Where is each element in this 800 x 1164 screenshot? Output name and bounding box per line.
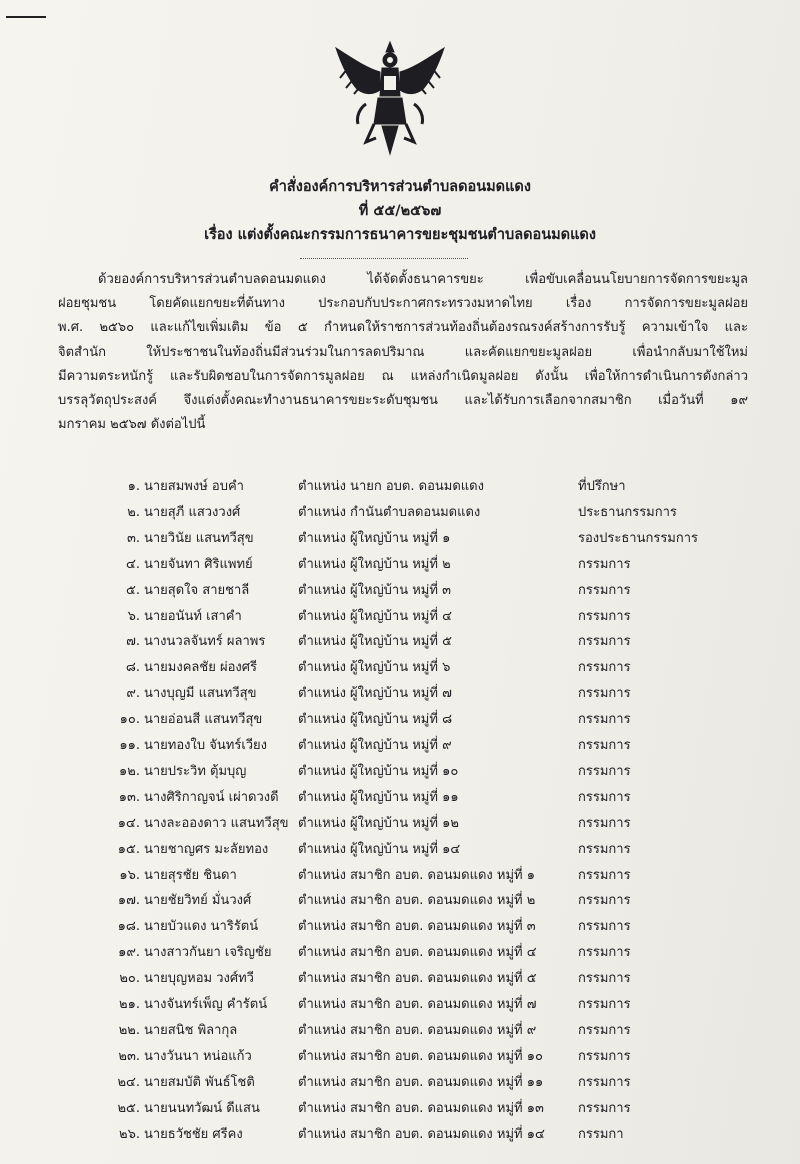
member-number: ๒๔.	[117, 1074, 140, 1090]
body-line: ฝอยชุมชน โดยคัดแยกขยะที่ต้นทาง ประกอบกับประกาศกระทรวงมหาดไทย เรื่อง การจัดการขยะมูลฝอย	[58, 296, 748, 312]
member-name: นายวินัย แสนทวีสุข	[144, 530, 254, 546]
member-role: กรรมการ	[578, 815, 631, 831]
body-line: มีความตระหนักรู้ และรับผิดชอบในการจัดการมูลฝอย ณ แหล่งกำเนิดมูลฝอย ดังนั้น เพื่อให้การดำเนินการดังกล่าว	[58, 368, 748, 384]
member-position: ตำแหน่ง กำนันตำบลดอนมดแดง	[298, 504, 481, 520]
member-row	[0, 734, 800, 758]
member-position: ตำแหน่ง สมาชิก อบต. ดอนมดแดง หมู่ที่ ๑๓	[298, 1100, 544, 1116]
member-role: กรรมการ	[578, 867, 631, 883]
member-name: นายนนทวัฒน์ ดีแสน	[144, 1100, 260, 1116]
member-role: กรรมการ	[578, 660, 631, 676]
member-number: ๒๒.	[118, 1022, 140, 1038]
member-name: นายบุญหอม วงศ์ทวี	[144, 971, 254, 987]
member-position: ตำแหน่ง ผู้ใหญ่บ้าน หมู่ที่ ๑๐	[298, 763, 459, 779]
body-line: จิตสำนัก ให้ประชาชนในท้องถิ่นมีส่วนร่วมในการลดปริมาณ และคัดแยกขยะมูลฝอย เพื่อนำกลับมาใช้ใหม่	[58, 344, 748, 360]
member-position: ตำแหน่ง ผู้ใหญ่บ้าน หมู่ที่ ๑๑	[298, 789, 459, 805]
member-row	[0, 812, 800, 836]
member-position: ตำแหน่ง สมาชิก อบต. ดอนมดแดง หมู่ที่ ๗	[298, 997, 537, 1012]
member-row	[0, 915, 800, 939]
member-number: ๒๑.	[119, 997, 140, 1012]
member-name: นางสาวกันยา เจริญชัย	[144, 945, 272, 961]
member-role: กรรมการ	[578, 608, 631, 624]
member-number: ๑๓.	[118, 789, 140, 805]
member-name: นางนวลจันทร์ ผลาพร	[144, 634, 266, 650]
member-name: นายอ่อนสี แสนทวีสุข	[144, 712, 263, 728]
member-role: กรรมการ	[578, 997, 631, 1012]
member-number: ๖.	[127, 608, 140, 624]
member-number: ๑๘.	[117, 919, 140, 935]
member-number: ๔.	[126, 556, 140, 572]
member-name: นายจันทา ศิริแพทย์	[144, 556, 253, 572]
member-name: นายชัยวิทย์ มั่นวงศ์	[144, 893, 252, 909]
member-position: ตำแหน่ง ผู้ใหญ่บ้าน หมู่ที่ ๑๒	[298, 815, 459, 831]
member-number: ๒๖.	[119, 1126, 140, 1142]
member-name: นายทองใบ จันทร์เวียง	[144, 738, 268, 753]
member-name: นางบุญมี แสนทวีสุข	[144, 686, 257, 702]
member-row	[0, 1071, 800, 1095]
member-role: กรรมการ	[578, 738, 631, 753]
member-number: ๗.	[126, 634, 140, 650]
member-name: นายสุภี แสวงวงศ์	[144, 504, 241, 520]
member-position: ตำแหน่ง นายก อบต. ดอนมดแดง	[298, 479, 484, 494]
member-role: กรรมการ	[578, 841, 631, 857]
member-position: ตำแหน่ง ผู้ใหญ่บ้าน หมู่ที่ ๕	[298, 634, 452, 650]
member-role: กรรมกา	[578, 1126, 624, 1142]
member-number: ๑๕.	[117, 841, 140, 857]
member-role: กรรมการ	[578, 789, 631, 805]
member-role: กรรมการ	[578, 556, 631, 572]
member-row	[0, 475, 800, 499]
member-row	[0, 838, 800, 862]
member-row	[0, 864, 800, 888]
member-role: กรรมการ	[578, 634, 631, 650]
member-row	[0, 553, 800, 577]
member-row	[0, 605, 800, 629]
member-number: ๒.	[127, 504, 140, 520]
member-position: ตำแหน่ง สมาชิก อบต. ดอนมดแดง หมู่ที่ ๓	[298, 919, 536, 935]
member-number: ๑๔.	[117, 815, 140, 831]
body-line: มกราคม ๒๕๖๗ ดังต่อไปนี้	[58, 417, 206, 433]
member-name: นายสนิช พิลากุล	[144, 1022, 238, 1038]
member-position: ตำแหน่ง สมาชิก อบต. ดอนมดแดง หมู่ที่ ๙	[298, 1022, 537, 1038]
member-role: กรรมการ	[578, 582, 631, 598]
member-name: นายบัวแดง นาริรัตน์	[144, 919, 259, 935]
member-name: นางวันนา หน่อแก้ว	[144, 1048, 252, 1064]
member-row	[0, 889, 800, 913]
member-number: ๑๖.	[119, 867, 140, 883]
member-position: ตำแหน่ง สมาชิก อบต. ดอนมดแดง หมู่ที่ ๑๔	[298, 1126, 545, 1142]
member-position: ตำแหน่ง ผู้ใหญ่บ้าน หมู่ที่ ๑	[298, 530, 451, 546]
member-row	[0, 630, 800, 654]
member-row	[0, 579, 800, 603]
body-line: พ.ศ. ๒๕๖๐ และแก้ไขเพิ่มเติม ข้อ ๕ กำหนดให้ราชการส่วนท้องถิ่นต้องรณรงค์สร้างการรับรู้ ความเข้าใจ และ	[58, 320, 748, 336]
member-row	[0, 1045, 800, 1069]
body-line: ด้วยองค์การบริหารส่วนตำบลดอนมดแดง ได้จัดตั้งธนาคารขยะ เพื่อขับเคลื่อนนโยบายการจัดการขยะมูล	[98, 272, 748, 287]
member-name: นางศิริกาญจน์ เผ่าดวงดี	[144, 789, 279, 805]
order-title: คำสั่งองค์การบริหารส่วนตำบลดอนมดแดง	[269, 179, 531, 195]
member-number: ๒๓.	[118, 1048, 140, 1064]
member-role: กรรมการ	[578, 712, 631, 728]
member-name: นายสุดใจ สายชาลี	[144, 582, 250, 598]
member-position: ตำแหน่ง สมาชิก อบต. ดอนมดแดง หมู่ที่ ๔	[298, 945, 537, 961]
corner-pen-mark	[6, 16, 46, 18]
member-number: ๑๑.	[119, 738, 140, 753]
member-name: นายสมพงษ์ อบคำ	[144, 479, 244, 494]
garuda-emblem-icon	[326, 38, 454, 158]
member-number: ๒๕.	[117, 1100, 140, 1116]
member-role: กรรมการ	[578, 1100, 631, 1116]
member-number: ๑.	[127, 479, 140, 494]
member-number: ๙.	[126, 686, 140, 702]
member-name: นายชาญศร มะลัยทอง	[144, 841, 269, 857]
member-position: ตำแหน่ง ผู้ใหญ่บ้าน หมู่ที่ ๙	[298, 738, 452, 753]
member-number: ๓.	[126, 530, 140, 546]
member-position: ตำแหน่ง ผู้ใหญ่บ้าน หมู่ที่ ๗	[298, 686, 452, 702]
member-name: นายสุรชัย ชินดา	[144, 867, 237, 883]
member-name: นางละอองดาว แสนทวีสุข	[144, 815, 289, 831]
member-role: กรรมการ	[578, 686, 631, 702]
member-name: นางจันทร์เพ็ญ คำรัตน์	[144, 997, 268, 1012]
member-position: ตำแหน่ง สมาชิก อบต. ดอนมดแดง หมู่ที่ ๑	[298, 867, 535, 883]
member-row	[0, 708, 800, 732]
body-line: บรรลุวัตถุประสงค์ จึงแต่งตั้งคณะทำงานธนาคารขยะระดับชุมชน และได้รับการเลือกจากสมาชิก เมื่อวันที่ ๑๙	[58, 393, 748, 409]
member-role: รองประธานกรรมการ	[578, 530, 699, 546]
member-row	[0, 786, 800, 810]
member-number: ๘.	[125, 660, 140, 676]
member-position: ตำแหน่ง สมาชิก อบต. ดอนมดแดง หมู่ที่ ๕	[298, 971, 537, 987]
member-name: นายสมบัติ พันธ์โชติ	[144, 1074, 255, 1090]
order-number: ที่ ๕๕/๒๕๖๗	[358, 203, 442, 219]
member-position: ตำแหน่ง ผู้ใหญ่บ้าน หมู่ที่ ๖	[298, 660, 451, 676]
member-name: นายธวัชชัย ศรีคง	[144, 1126, 243, 1142]
member-role: กรรมการ	[578, 919, 631, 935]
body-paragraph	[58, 268, 748, 437]
member-position: ตำแหน่ง ผู้ใหญ่บ้าน หมู่ที่ ๑๔	[298, 841, 461, 857]
member-position: ตำแหน่ง ผู้ใหญ่บ้าน หมู่ที่ ๓	[298, 582, 451, 598]
member-role: กรรมการ	[578, 893, 631, 909]
member-row	[0, 501, 800, 525]
member-role: กรรมการ	[578, 1074, 631, 1090]
member-role: ประธานกรรมการ	[578, 504, 677, 520]
member-name: นายมงคลชัย ผ่องศรี	[144, 660, 257, 676]
member-row	[0, 682, 800, 706]
dotted-separator	[300, 258, 468, 259]
member-position: ตำแหน่ง ผู้ใหญ่บ้าน หมู่ที่ ๔	[298, 608, 452, 624]
member-role: ที่ปรึกษา	[578, 479, 626, 494]
member-role: กรรมการ	[578, 945, 631, 961]
member-name: นายประวิท ตุ้มบุญ	[144, 763, 247, 779]
member-row	[0, 1097, 800, 1121]
member-number: ๑๗.	[117, 893, 140, 909]
member-row	[0, 656, 800, 680]
member-row	[0, 993, 800, 1017]
member-number: ๒๐.	[119, 971, 140, 987]
member-position: ตำแหน่ง ผู้ใหญ่บ้าน หมู่ที่ ๘	[298, 712, 453, 728]
member-number: ๑๙.	[118, 945, 140, 961]
member-row	[0, 967, 800, 991]
member-role: กรรมการ	[578, 1022, 631, 1038]
member-row	[0, 941, 800, 965]
member-row	[0, 760, 800, 784]
member-row	[0, 1123, 800, 1147]
member-row	[0, 1019, 800, 1043]
member-position: ตำแหน่ง สมาชิก อบต. ดอนมดแดง หมู่ที่ ๑๐	[298, 1048, 543, 1064]
member-number: ๑๒.	[119, 763, 140, 779]
order-subject: เรื่อง แต่งตั้งคณะกรรมการธนาคารขยะชุมชนตำบลดอนมดแดง	[204, 227, 596, 243]
member-position: ตำแหน่ง สมาชิก อบต. ดอนมดแดง หมู่ที่ ๑๑	[298, 1074, 544, 1090]
member-role: กรรมการ	[578, 971, 631, 987]
member-position: ตำแหน่ง สมาชิก อบต. ดอนมดแดง หมู่ที่ ๒	[298, 893, 536, 909]
member-position: ตำแหน่ง ผู้ใหญ่บ้าน หมู่ที่ ๒	[298, 556, 451, 572]
member-number: ๑๐.	[119, 712, 140, 728]
member-number: ๕.	[126, 582, 140, 598]
member-role: กรรมการ	[578, 763, 631, 779]
member-name: นายอนันท์ เสาคำ	[144, 608, 242, 624]
member-row	[0, 527, 800, 551]
member-role: กรรมการ	[578, 1048, 631, 1064]
